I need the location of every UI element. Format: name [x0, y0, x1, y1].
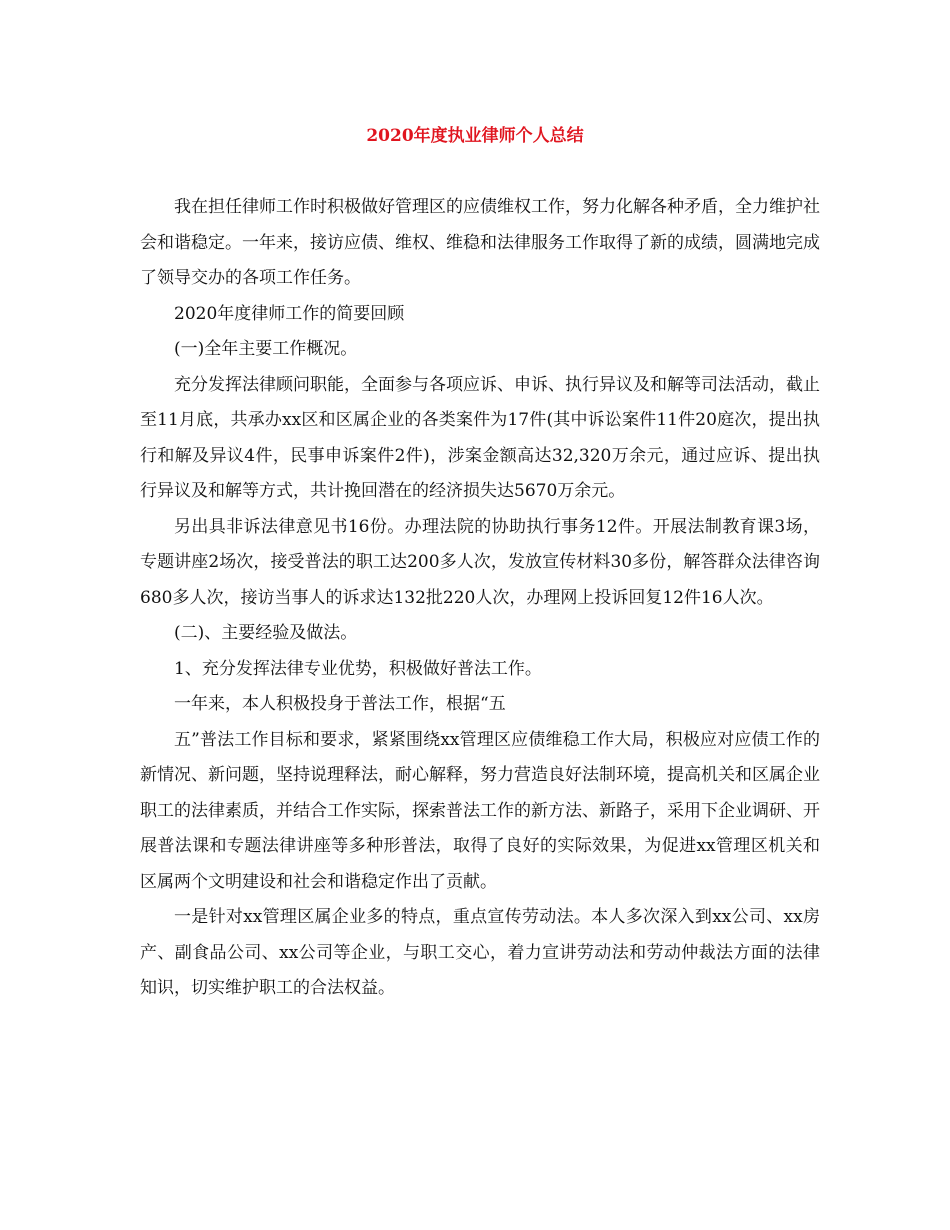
paragraph-intro: 我在担任律师工作时积极做好管理区的应债维权工作，努力化解各种矛盾，全力维护社会和谐稳定。一年来，接访应债、维权、维稳和法律服务工作取得了新的成绩，圆满地完成了领导交办的各项工作任务。 [140, 197, 820, 288]
paragraph-item-1-heading: 1、充分发挥法律专业优势，积极做好普法工作。 [174, 658, 542, 679]
paragraph-legal-education-lead: 一年来，本人积极投身于普法工作，根据“五 [174, 694, 506, 714]
paragraph-case-summary: 充分发挥法律顾问职能，全面参与各项应诉、申诉、执行异议及和解等司法活动，截止至11月底，共承办xx区和区属企业的各类案件为17件(其中诉讼案件11件20庭次，提出执行和解及异议4件，民事申诉案件2件)，涉案金额高达32,320万余元，通过应诉、提出执行异议及和解等方式，共计挽回潜在的经济损失达5670万余元。 [140, 374, 820, 501]
paragraph-other-work: 另出具非诉法律意见书16份。办理法院的协助执行事务12件。开展法制教育课3场，专题讲座2场次，接受普法的职工达200多人次，发放宣传材料30多份，解答群众法律咨询680多人次，接访当事人的诉求达132批220人次，办理网上投诉回复12件16人次。 [140, 516, 820, 608]
paragraph-section-1-heading: (一)全年主要工作概况。 [174, 339, 358, 359]
document-body [140, 190, 820, 1007]
paragraph-labor-law: 一是针对xx管理区属企业多的特点，重点宣传劳动法。本人多次深入到xx公司、xx房产、副食品公司、xx公司等企业，与职工交心，着力宣讲劳动法和劳动仲裁法方面的法律知识，切实维护职工的合法权益。 [140, 907, 820, 998]
paragraph-section-2-heading: (二)、主要经验及做法。 [174, 623, 358, 643]
document-title: 2020年度执业律师个人总结 [366, 126, 584, 146]
paragraph-review-heading: 2020年度律师工作的简要回顾 [174, 303, 405, 324]
paragraph-legal-education: 五”普法工作目标和要求，紧紧围绕xx管理区应债维稳工作大局，积极应对应债工作的新情况、新问题，坚持说理释法，耐心解释，努力营造良好法制环境，提高机关和区属企业职工的法律素质，并结合工作实际，探索普法工作的新方法、新路子，采用下企业调研、开展普法课和专题法律讲座等多种形普法，取得了良好的实际效果，为促进xx管理区机关和区属两个文明建设和社会和谐稳定作出了贡献。 [140, 729, 820, 892]
